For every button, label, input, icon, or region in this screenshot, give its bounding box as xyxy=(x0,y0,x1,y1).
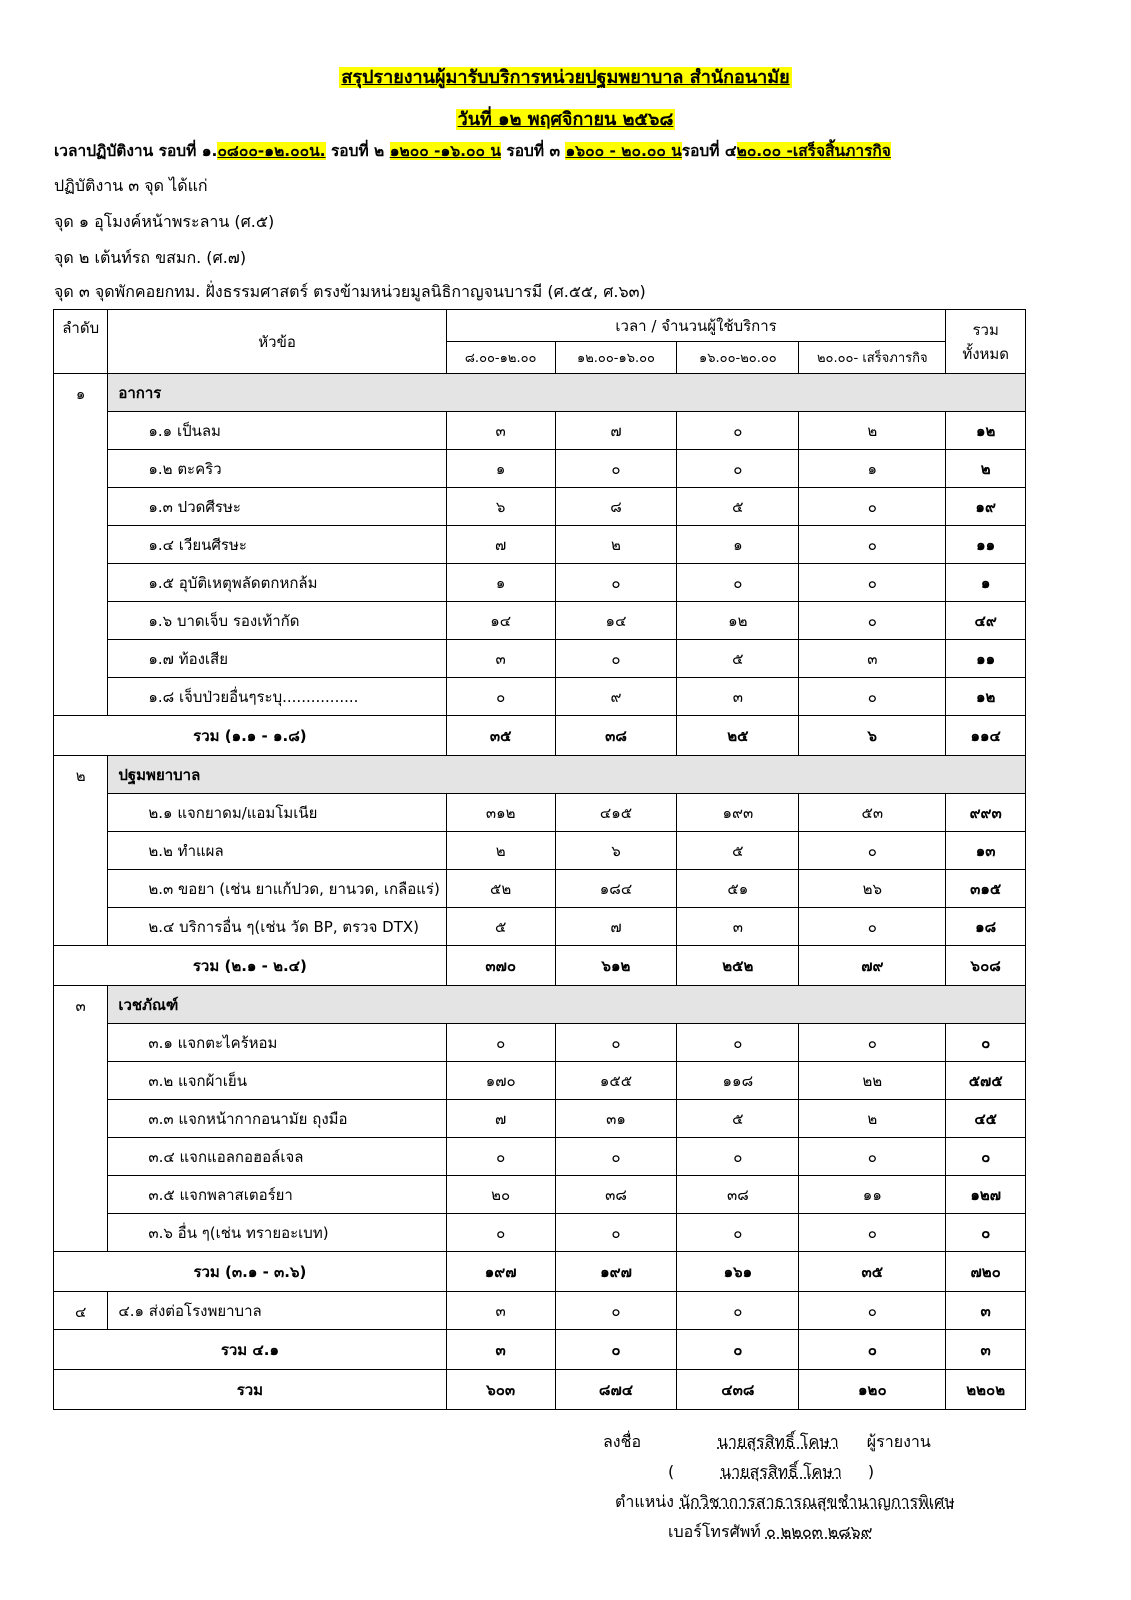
table-row xyxy=(54,526,1026,564)
table-cell: ๗๙ xyxy=(799,946,946,986)
shift-times: เวลาปฏิบัติงาน รอบที่ ๑.๐๘๐๐-๑๒.๐๐น. รอบที่ ๒ ๑๒๐๐ -๑๖.๐๐ น รอบที่ ๓ ๑๖๐๐ - ๒๐.๐๐ นรอบที่ ๔๒๐.๐๐ -เสร็จสิ้นภารกิจ xyxy=(54,142,891,160)
table-row xyxy=(54,1024,1026,1062)
section-title: เวชภัณฑ์ xyxy=(108,986,1026,1024)
table-cell: ๕ xyxy=(677,832,799,870)
header-col-3: ๑๖.๐๐-๒๐.๐๐ xyxy=(677,342,799,374)
table-row xyxy=(54,794,1026,832)
table-cell: ๓๘ xyxy=(555,1176,677,1214)
table-cell: ๐ xyxy=(677,1292,799,1330)
table-cell: ๖๐๘ xyxy=(946,946,1026,986)
table-row xyxy=(54,1292,1026,1330)
report-date: วันที่ ๑๒ พฤศจิกายน ๒๕๖๘ xyxy=(457,109,674,130)
table-cell: ๐ xyxy=(799,1024,946,1062)
table-cell: ๕ xyxy=(677,488,799,526)
table-cell: ๐ xyxy=(555,1292,677,1330)
table-cell: ๐ xyxy=(446,1024,555,1062)
table-cell: ๐ xyxy=(446,1138,555,1176)
section-title: ปฐมพยาบาล xyxy=(108,756,1026,794)
table-cell: ๒ xyxy=(799,1100,946,1138)
table-row xyxy=(54,564,1026,602)
point-1: จุด ๑ อุโมงค์หน้าพระลาน (ศ.๕) xyxy=(54,212,275,231)
table-cell: ๐ xyxy=(799,602,946,640)
row-label: ๓.๓ แจกหน้ากากอนามัย ถุงมือ xyxy=(108,1100,446,1138)
table-cell: ๑๒ xyxy=(946,678,1026,716)
section-number: ๓ xyxy=(54,986,108,1252)
table-cell: ๑๕๕ xyxy=(555,1062,677,1100)
table-cell: ๒ xyxy=(946,450,1026,488)
table-cell: ๖ xyxy=(799,716,946,756)
table-row xyxy=(54,908,1026,946)
table-cell: ๑๓ xyxy=(946,832,1026,870)
table-cell: ๑๘๔ xyxy=(555,870,677,908)
table-cell: ๗ xyxy=(446,1100,555,1138)
section-number: ๒ xyxy=(54,756,108,946)
table-cell: ๐ xyxy=(555,564,677,602)
table-cell: ๐ xyxy=(677,1024,799,1062)
table-cell: ๐ xyxy=(946,1214,1026,1252)
row-label: ๓.๕ แจกพลาสเตอร์ยา xyxy=(108,1176,446,1214)
section-header-row xyxy=(54,756,1026,794)
table-cell: ๑๔ xyxy=(555,602,677,640)
table-cell: ๐ xyxy=(555,1024,677,1062)
table-cell: ๕๑ xyxy=(677,870,799,908)
table-cell: ๓๕ xyxy=(799,1252,946,1292)
table-cell: ๔๑๕ xyxy=(555,794,677,832)
table-row xyxy=(54,1214,1026,1252)
table-cell: ๐ xyxy=(555,640,677,678)
section-number: ๑ xyxy=(54,374,108,716)
table-cell: ๒๐ xyxy=(446,1176,555,1214)
report-title: สรุปรายงานผู้มารับบริการหน่วยปฐมพยาบาล สำนักอนามัย xyxy=(341,67,790,88)
table-cell: ๑ xyxy=(946,564,1026,602)
table-cell: ๑๘ xyxy=(946,908,1026,946)
table-cell: ๐ xyxy=(799,1330,946,1370)
table-cell: ๑๙ xyxy=(946,488,1026,526)
header-col-4: ๒๐.๐๐- เสร็จภารกิจ xyxy=(799,342,946,374)
table-cell: ๐ xyxy=(677,1138,799,1176)
table-cell: ๒๒๐๒ xyxy=(946,1370,1026,1410)
row-label: ๒.๓ ขอยา (เช่น ยาแก้ปวด, ยานวด, เกลือแร่) xyxy=(108,870,446,908)
table-cell: ๑ xyxy=(446,564,555,602)
row-label: ๑.๑ เป็นลม xyxy=(108,412,446,450)
row-label: ๑.๓ ปวดศีรษะ xyxy=(108,488,446,526)
table-cell: ๑๒๗ xyxy=(946,1176,1026,1214)
table-row xyxy=(54,1062,1026,1100)
table-cell: ๓๑๕ xyxy=(946,870,1026,908)
row-label: ๑.๘ เจ็บป่วยอื่นๆระบุ................ xyxy=(108,678,446,716)
subtotal-row xyxy=(54,716,1026,756)
signature-position: ตำแหน่ง นักวิชาการสาธารณสุขชำนาญการพิเศษ xyxy=(615,1492,955,1511)
section-title: อาการ xyxy=(108,374,1026,412)
table-cell: ๐ xyxy=(799,564,946,602)
table-cell: ๓ xyxy=(677,908,799,946)
row-label: ๑.๖ บาดเจ็บ รองเท้ากัด xyxy=(108,602,446,640)
service-report-table xyxy=(53,309,1026,1410)
table-cell: ๐ xyxy=(946,1138,1026,1176)
table-cell: ๑๖๑ xyxy=(677,1252,799,1292)
table-row xyxy=(54,1138,1026,1176)
table-cell: ๐ xyxy=(555,1214,677,1252)
row-label: รวม (๒.๑ - ๒.๔) xyxy=(54,946,447,986)
points-count: ปฏิบัติงาน ๓ จุด ได้แก่ xyxy=(54,176,208,195)
row-label: ๑.๒ ตะคริว xyxy=(108,450,446,488)
signature-phone: เบอร์โทรศัพท์ ๐ ๒๒๐๓ ๒๘๖๙ xyxy=(668,1522,873,1541)
table-cell: ๐ xyxy=(799,832,946,870)
table-cell: ๔๕ xyxy=(946,1100,1026,1138)
table-cell: ๐ xyxy=(677,1330,799,1370)
table-cell: ๓ xyxy=(446,1292,555,1330)
table-row xyxy=(54,640,1026,678)
row-label: ๓.๑ แจกตะไคร้หอม xyxy=(108,1024,446,1062)
table-cell: ๑๒ xyxy=(946,412,1026,450)
table-body xyxy=(54,374,1026,1410)
table-cell: ๓ xyxy=(446,412,555,450)
table-cell: ๓๕ xyxy=(446,716,555,756)
table-cell: ๑๑ xyxy=(946,640,1026,678)
table-cell: ๓ xyxy=(446,1330,555,1370)
table-cell: ๓๑ xyxy=(555,1100,677,1138)
section-header-row xyxy=(54,986,1026,1024)
signature-line: ลงชื่อ นายสุรสิทธิ์ โคษา ผู้รายงาน xyxy=(603,1432,931,1451)
table-cell: ๑๑๘ xyxy=(677,1062,799,1100)
table-cell: ๐ xyxy=(555,450,677,488)
table-cell: ๒ xyxy=(446,832,555,870)
table-cell: ๐ xyxy=(799,526,946,564)
row-label: ๑.๕ อุบัติเหตุพลัดตกหกล้ม xyxy=(108,564,446,602)
table-cell: ๕ xyxy=(446,908,555,946)
table-cell: ๓๑๒ xyxy=(446,794,555,832)
subtotal-row xyxy=(54,1252,1026,1292)
table-cell: ๓ xyxy=(799,640,946,678)
table-cell: ๐ xyxy=(677,450,799,488)
table-row xyxy=(54,412,1026,450)
table-cell: ๒๖ xyxy=(799,870,946,908)
table-cell: ๒๕๒ xyxy=(677,946,799,986)
table-cell: ๐ xyxy=(799,908,946,946)
row-label: ๓.๔ แจกแอลกอฮอล์เจล xyxy=(108,1138,446,1176)
header-item: หัวข้อ xyxy=(108,310,446,374)
row-label: ๒.๒ ทำแผล xyxy=(108,832,446,870)
table-cell: ๐ xyxy=(799,1214,946,1252)
table-cell: ๖๐๓ xyxy=(446,1370,555,1410)
table-cell: ๑๑ xyxy=(799,1176,946,1214)
table-cell: ๗ xyxy=(555,412,677,450)
table-row xyxy=(54,832,1026,870)
table-cell: ๖๑๒ xyxy=(555,946,677,986)
table-cell: ๐ xyxy=(555,1138,677,1176)
table-cell: ๕๒ xyxy=(446,870,555,908)
table-cell: ๙ xyxy=(555,678,677,716)
table-row xyxy=(54,450,1026,488)
row-label: ๔.๑ ส่งต่อโรงพยาบาล xyxy=(108,1292,446,1330)
table-cell: ๘๗๔ xyxy=(555,1370,677,1410)
table-cell: ๐ xyxy=(799,488,946,526)
table-cell: ๗ xyxy=(446,526,555,564)
subtotal-row xyxy=(54,1330,1026,1370)
table-cell: ๓ xyxy=(677,678,799,716)
table-cell: ๓๗๐ xyxy=(446,946,555,986)
point-2: จุด ๒ เต้นท์รถ ขสมก. (ศ.๗) xyxy=(54,248,247,267)
table-cell: ๐ xyxy=(446,1214,555,1252)
table-cell: ๙๙๓ xyxy=(946,794,1026,832)
header-col-1: ๘.๐๐-๑๒.๐๐ xyxy=(446,342,555,374)
table-cell: ๗๒๐ xyxy=(946,1252,1026,1292)
grand-total-row xyxy=(54,1370,1026,1410)
table-cell: ๑ xyxy=(799,450,946,488)
table-cell: ๐ xyxy=(677,412,799,450)
row-label: ๓.๖ อื่น ๆ(เช่น ทรายอะเบท) xyxy=(108,1214,446,1252)
row-label: รวม (๓.๑ - ๓.๖) xyxy=(54,1252,447,1292)
point-3: จุด ๓ จุดพักคอยกทม. ฝั่งธรรมศาสตร์ ตรงข้ามหน่วยมูลนิธิกาญจนบารมี (ศ.๕๕, ศ.๖๓) xyxy=(54,282,646,301)
table-cell: ๐ xyxy=(446,678,555,716)
row-label: รวม (๑.๑ - ๑.๘) xyxy=(54,716,447,756)
table-cell: ๓๘ xyxy=(677,1176,799,1214)
row-label: ๑.๔ เวียนศีรษะ xyxy=(108,526,446,564)
table-cell: ๑๑ xyxy=(946,526,1026,564)
table-cell: ๓ xyxy=(446,640,555,678)
table-cell: ๓ xyxy=(946,1292,1026,1330)
table-cell: ๘ xyxy=(555,488,677,526)
table-cell: ๑ xyxy=(446,450,555,488)
subtotal-row xyxy=(54,946,1026,986)
row-label: รวม ๔.๑ xyxy=(54,1330,447,1370)
table-cell: ๒ xyxy=(799,412,946,450)
table-cell: ๒ xyxy=(555,526,677,564)
row-label: ๑.๗ ท้องเสีย xyxy=(108,640,446,678)
table-row xyxy=(54,1100,1026,1138)
table-cell: ๑๗๐ xyxy=(446,1062,555,1100)
table-row xyxy=(54,488,1026,526)
table-cell: ๐ xyxy=(946,1024,1026,1062)
table-row xyxy=(54,602,1026,640)
table-cell: ๔๓๘ xyxy=(677,1370,799,1410)
signature-name: ( นายสุรสิทธิ์ โคษา ) xyxy=(668,1462,875,1481)
table-cell: ๕๗๕ xyxy=(946,1062,1026,1100)
table-cell: ๒๒ xyxy=(799,1062,946,1100)
table-cell: ๕ xyxy=(677,1100,799,1138)
table-cell: ๗ xyxy=(555,908,677,946)
table-cell: ๕ xyxy=(677,640,799,678)
table-cell: ๕๓ xyxy=(799,794,946,832)
header-time-group: เวลา / จำนวนผู้ใช้บริการ xyxy=(446,310,946,342)
table-cell: ๑๙๓ xyxy=(677,794,799,832)
table-cell: ๖ xyxy=(446,488,555,526)
table-cell: ๒๕ xyxy=(677,716,799,756)
table-cell: ๑๙๗ xyxy=(555,1252,677,1292)
table-cell: ๐ xyxy=(799,1292,946,1330)
table-cell: ๐ xyxy=(799,678,946,716)
row-label: ๒.๔ บริการอื่น ๆ(เช่น วัด BP, ตรวจ DTX) xyxy=(108,908,446,946)
row-label: ๓.๒ แจกผ้าเย็น xyxy=(108,1062,446,1100)
table-cell: ๖ xyxy=(555,832,677,870)
row-label: รวม xyxy=(54,1370,447,1410)
table-row xyxy=(54,678,1026,716)
header-total: รวม ทั้งหมด xyxy=(946,310,1026,374)
table-cell: ๑๙๗ xyxy=(446,1252,555,1292)
table-cell: ๐ xyxy=(799,1138,946,1176)
section-number: ๔ xyxy=(54,1292,108,1330)
section-header-row xyxy=(54,374,1026,412)
table-row xyxy=(54,870,1026,908)
table-cell: ๐ xyxy=(677,564,799,602)
table-row xyxy=(54,1176,1026,1214)
table-cell: ๓๘ xyxy=(555,716,677,756)
table-cell: ๑ xyxy=(677,526,799,564)
table-cell: ๑๒๐ xyxy=(799,1370,946,1410)
table-cell: ๔๙ xyxy=(946,602,1026,640)
table-cell: ๐ xyxy=(555,1330,677,1370)
header-col-2: ๑๒.๐๐-๑๖.๐๐ xyxy=(555,342,677,374)
table-cell: ๑๔ xyxy=(446,602,555,640)
table-cell: ๑๑๔ xyxy=(946,716,1026,756)
table-cell: ๐ xyxy=(677,1214,799,1252)
header-no: ลำดับ xyxy=(54,310,108,374)
table-cell: ๑๒ xyxy=(677,602,799,640)
row-label: ๒.๑ แจกยาดม/แอมโมเนีย xyxy=(108,794,446,832)
table-cell: ๓ xyxy=(946,1330,1026,1370)
